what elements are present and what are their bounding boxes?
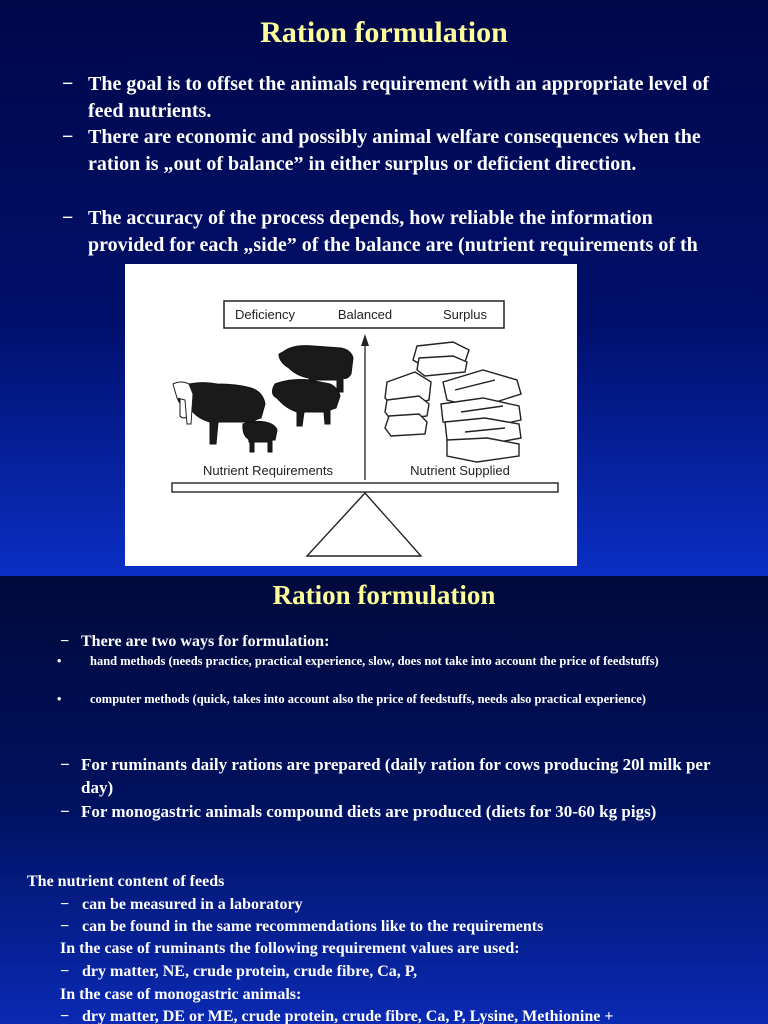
bullet-text: There are two ways for formulation: <box>81 633 330 650</box>
bullet-text: The accuracy of the process depends, how reliable the information provided for each „side” of the balance are (nutrient requirements of th <box>88 207 698 256</box>
nutrient-item-recommendations <box>60 916 760 937</box>
feed-bags-icon <box>385 342 521 462</box>
bullet-ruminants <box>60 753 740 799</box>
bullet-text: dry matter, NE, crude protein, crude fibre, Ca, P, <box>82 963 418 980</box>
bullet-text: can be found in the same recommendations like to the requirements <box>82 918 544 935</box>
fulcrum-triangle <box>307 493 421 556</box>
bullet-monogastric <box>60 800 740 823</box>
header-deficiency: Deficiency <box>235 307 295 322</box>
bullet-text: can be measured in a laboratory <box>82 896 303 913</box>
monogastric-values <box>60 1006 760 1024</box>
dash-marker: − <box>60 633 70 650</box>
arrow-head-icon <box>361 334 369 346</box>
dot-marker: • <box>57 692 62 706</box>
dash-marker: − <box>60 1008 70 1024</box>
bullet-text: There are economic and possibly animal welfare consequences when the ration is „out of balance” in either surplus or deficient direction. <box>88 126 701 175</box>
slide-2-title: Ration formulation <box>272 580 496 610</box>
cattle-icon <box>173 346 353 452</box>
nutrient-content-heading: The nutrient content of feeds <box>27 873 225 890</box>
bullet-text: dry matter, DE or ME, crude protein, crude fibre, Ca, P, Lysine, Methionine + <box>82 1008 614 1024</box>
bullet-consequences <box>62 124 732 177</box>
bullet-text: The goal is to offset the animals requirement with an appropriate level of feed nutrients. <box>88 73 710 122</box>
header-balanced: Balanced <box>337 307 393 322</box>
balance-diagram <box>125 264 577 566</box>
bullet-text: For monogastric animals compound diets are produced (diets for 30-60 kg pigs) <box>81 802 657 821</box>
dot-marker: • <box>57 654 62 668</box>
method-computer <box>57 690 737 709</box>
nutrient-item-lab <box>60 894 760 915</box>
label-nutrient-requirements: Nutrient Requirements <box>202 463 334 478</box>
dash-marker: − <box>60 802 70 821</box>
dash-marker: − <box>62 73 74 95</box>
dash-marker: − <box>62 126 74 148</box>
bullet-goal <box>62 71 732 124</box>
bullet-accuracy <box>62 205 732 258</box>
ruminants-values <box>60 961 760 982</box>
slide-2 <box>0 576 768 1024</box>
method-text: hand methods (needs practice, practical experience, slow, does not take into account the price of feedstuffs) <box>90 654 659 668</box>
header-surplus: Surplus <box>442 307 488 322</box>
dash-marker: − <box>60 963 70 980</box>
dash-marker: − <box>60 755 70 774</box>
balance-beam <box>172 483 558 492</box>
method-hand <box>57 652 737 671</box>
monogastric-heading: In the case of monogastric animals: <box>60 986 302 1003</box>
dash-marker: − <box>60 896 70 913</box>
ruminants-heading: In the case of ruminants the following requirement values are used: <box>60 940 520 957</box>
dash-marker: − <box>60 918 70 935</box>
label-nutrient-supplied: Nutrient Supplied <box>410 463 510 478</box>
method-text: computer methods (quick, takes into account also the price of feedstuffs, needs also practical experience) <box>90 692 646 706</box>
bullet-two-ways <box>60 632 720 652</box>
bullet-text: For ruminants daily rations are prepared (daily ration for cows producing 20l milk per day) <box>81 755 711 797</box>
slide-1-title: Ration formulation <box>260 16 508 49</box>
dash-marker: − <box>62 207 74 229</box>
